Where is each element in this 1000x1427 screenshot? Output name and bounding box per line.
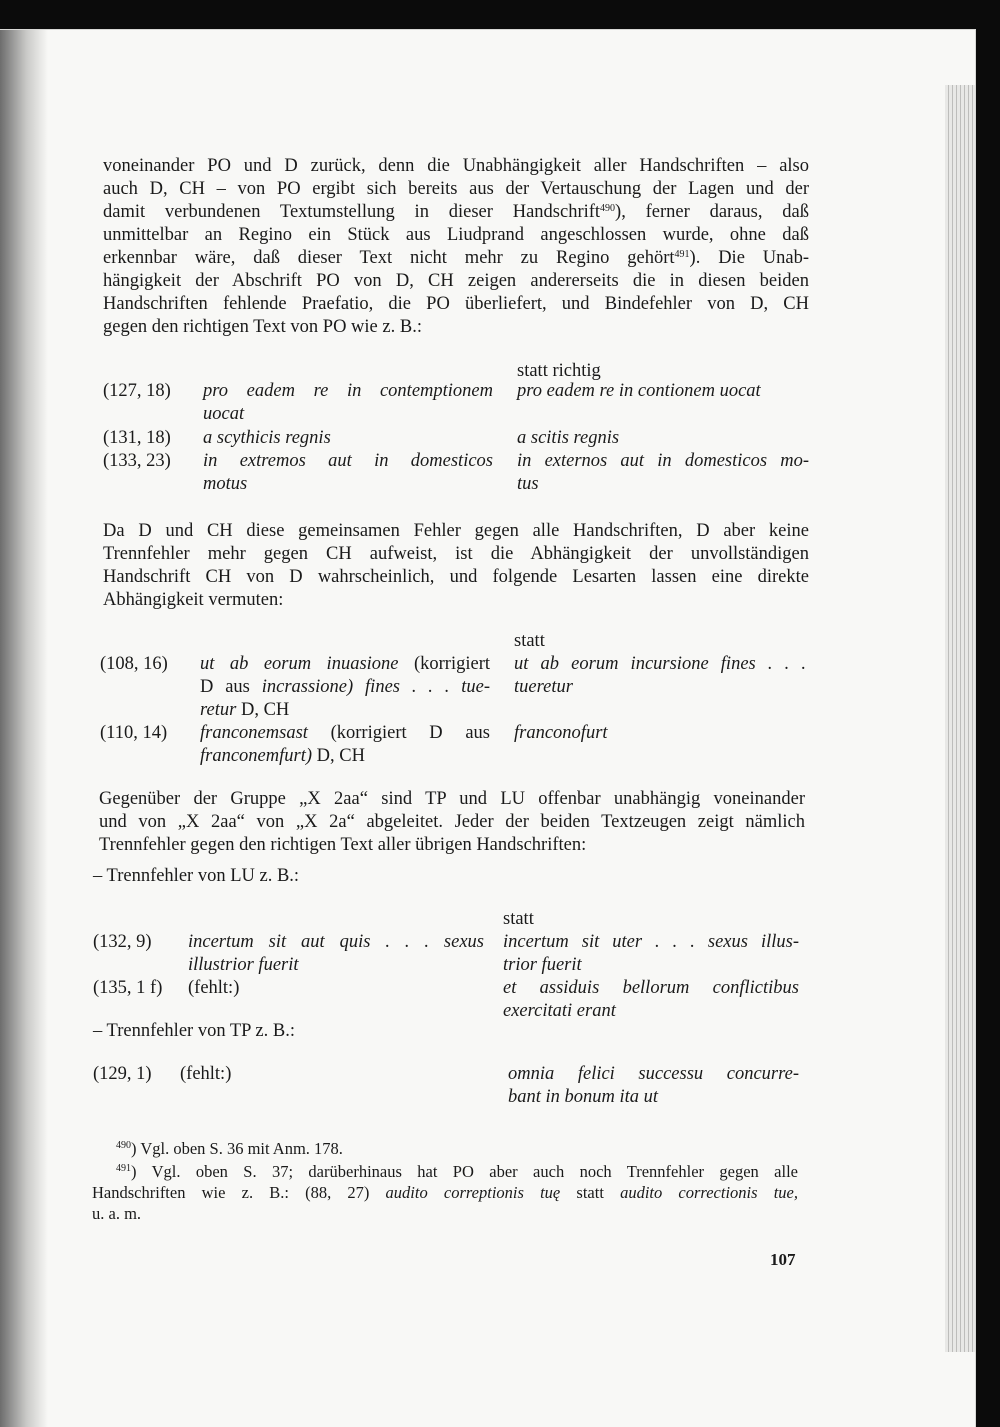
list-heading: – Trennfehler von TP z. B.: — [93, 1021, 295, 1041]
spine-shadow — [0, 30, 48, 1427]
reading-wrong: franconemsast (korrigiert D aus franconemfurt) D, CH — [200, 723, 490, 766]
reading-correct: ut ab eorum incursione fines . . . tueretur — [514, 654, 806, 697]
reading-correct: pro eadem re in contionem uocat — [517, 381, 761, 401]
reading-wrong: a scythicis regnis — [203, 428, 331, 448]
footnote-number: 491 — [116, 1163, 131, 1174]
footnote-number: 490 — [116, 1140, 131, 1151]
page-edges — [945, 85, 975, 1352]
footnotes — [92, 1138, 798, 1224]
text-line: gegen den richtigen Text von PO wie z. B.: — [103, 317, 422, 337]
text-line: auch D, CH – von PO ergibt sich bereits aus der Vertauschung der Lagen und der — [103, 179, 809, 199]
text-line: Abhängigkeit vermuten: — [103, 590, 284, 610]
paragraph-2 — [103, 520, 809, 612]
reading-correct: in externos aut in domesticos mo- tus — [517, 451, 809, 494]
footnote-490: $^{490}$) Vgl. oben S. 36 mit Anm. 178. — [116, 1139, 343, 1158]
ref: (133, 23) — [103, 451, 171, 471]
text-line: unmittelbar an Regino ein Stück aus Liudprand angeschlossen wurde, ohne daß — [103, 225, 809, 245]
reading-correct: incertum sit uter . . . sexus illus- trior fuerit — [503, 932, 799, 975]
text-line: voneinander PO und D zurück, denn die Unabhängigkeit aller Handschriften – also — [103, 156, 809, 176]
text-line: Gegenüber der Gruppe „X 2aa“ sind TP und LU offenbar unabhängig voneinander — [99, 789, 805, 809]
ref: (129, 1) — [93, 1064, 152, 1084]
reading-wrong: (fehlt:) — [180, 1064, 232, 1084]
reading-correct: et assiduis bellorum conflictibus exercitati erant — [503, 978, 799, 1021]
reading-wrong: in extremos aut in domesticos motus — [203, 451, 493, 494]
footnote-ref[interactable]: 490 — [600, 203, 616, 214]
text-line: erkennbar wäre, daß dieser Text nicht mehr zu Regino gehört$^{491}$). Die Unab- — [103, 248, 809, 268]
paragraph-1 — [103, 155, 809, 339]
variant-table-1 — [103, 360, 809, 500]
ref: (131, 18) — [103, 428, 171, 448]
reading-correct: omnia felici successu concurre- bant in bonum ita ut — [508, 1064, 799, 1107]
reading-wrong: pro eadem re in contemptionem uocat — [203, 381, 493, 424]
text-line: und von „X 2aa“ von „X 2a“ abgeleitet. Jeder der beiden Textzeugen zeigt nämlich — [99, 812, 805, 832]
ref: (127, 18) — [103, 381, 171, 401]
ref: (132, 9) — [93, 932, 152, 952]
ref: (108, 16) — [100, 654, 168, 674]
text-line: Handschriften fehlende Praefatio, die PO überliefert, und Bindefehler von D, CH — [103, 294, 809, 314]
reading-correct: franconofurt — [514, 723, 608, 743]
text-line: Trennfehler mehr gegen CH aufweist, ist die Abhängigkeit der unvollständigen — [103, 544, 809, 564]
column-header: statt richtig — [517, 361, 601, 381]
reading-wrong: ut ab eorum inuasione (korrigiert D aus incrassione) fines . . . tue- retur D, CH — [200, 654, 491, 720]
reading-correct: a scitis regnis — [517, 428, 620, 448]
text-line: Da D und CH diese gemeinsamen Fehler gegen alle Handschriften, D aber keine — [103, 521, 809, 541]
column-header: statt — [503, 909, 534, 929]
text-line: hängigkeit der Abschrift PO von D, CH zeigen andererseits die in diesen beiden — [103, 271, 809, 291]
separative-errors-tp — [93, 1020, 799, 1110]
reading-wrong: incertum sit aut quis . . . sexus illustrior fuerit — [188, 932, 484, 975]
text-line: damit verbundenen Textumstellung in dieser Handschrift$^{490}$), ferner daraus, daß — [103, 202, 809, 222]
text-line: Trennfehler gegen den richtigen Text aller übrigen Handschriften: — [99, 835, 587, 855]
separative-errors-lu — [93, 865, 799, 1025]
column-header: statt — [514, 631, 545, 651]
ref: (135, 1 f) — [93, 978, 163, 998]
ref: (110, 14) — [100, 723, 168, 743]
footnote-ref[interactable]: 491 — [674, 249, 690, 260]
reading-wrong: (fehlt:) — [188, 978, 240, 998]
text-line: Handschrift CH von D wahrscheinlich, und folgende Lesarten lassen eine direkte — [103, 567, 809, 587]
footnote-491: $^{491}$) Vgl. oben S. 37; darüberhinaus hat PO aber auch noch Trennfehler gegen alle Handschriften wie z. B.: (88, 27) audito correptionis tuę statt audito correctionis tue, u. a. m. — [92, 1162, 798, 1223]
paragraph-3 — [99, 788, 805, 857]
variant-table-2 — [100, 630, 806, 770]
list-heading: – Trennfehler von LU z. B.: — [93, 866, 300, 886]
page-number: 107 — [770, 1250, 796, 1269]
